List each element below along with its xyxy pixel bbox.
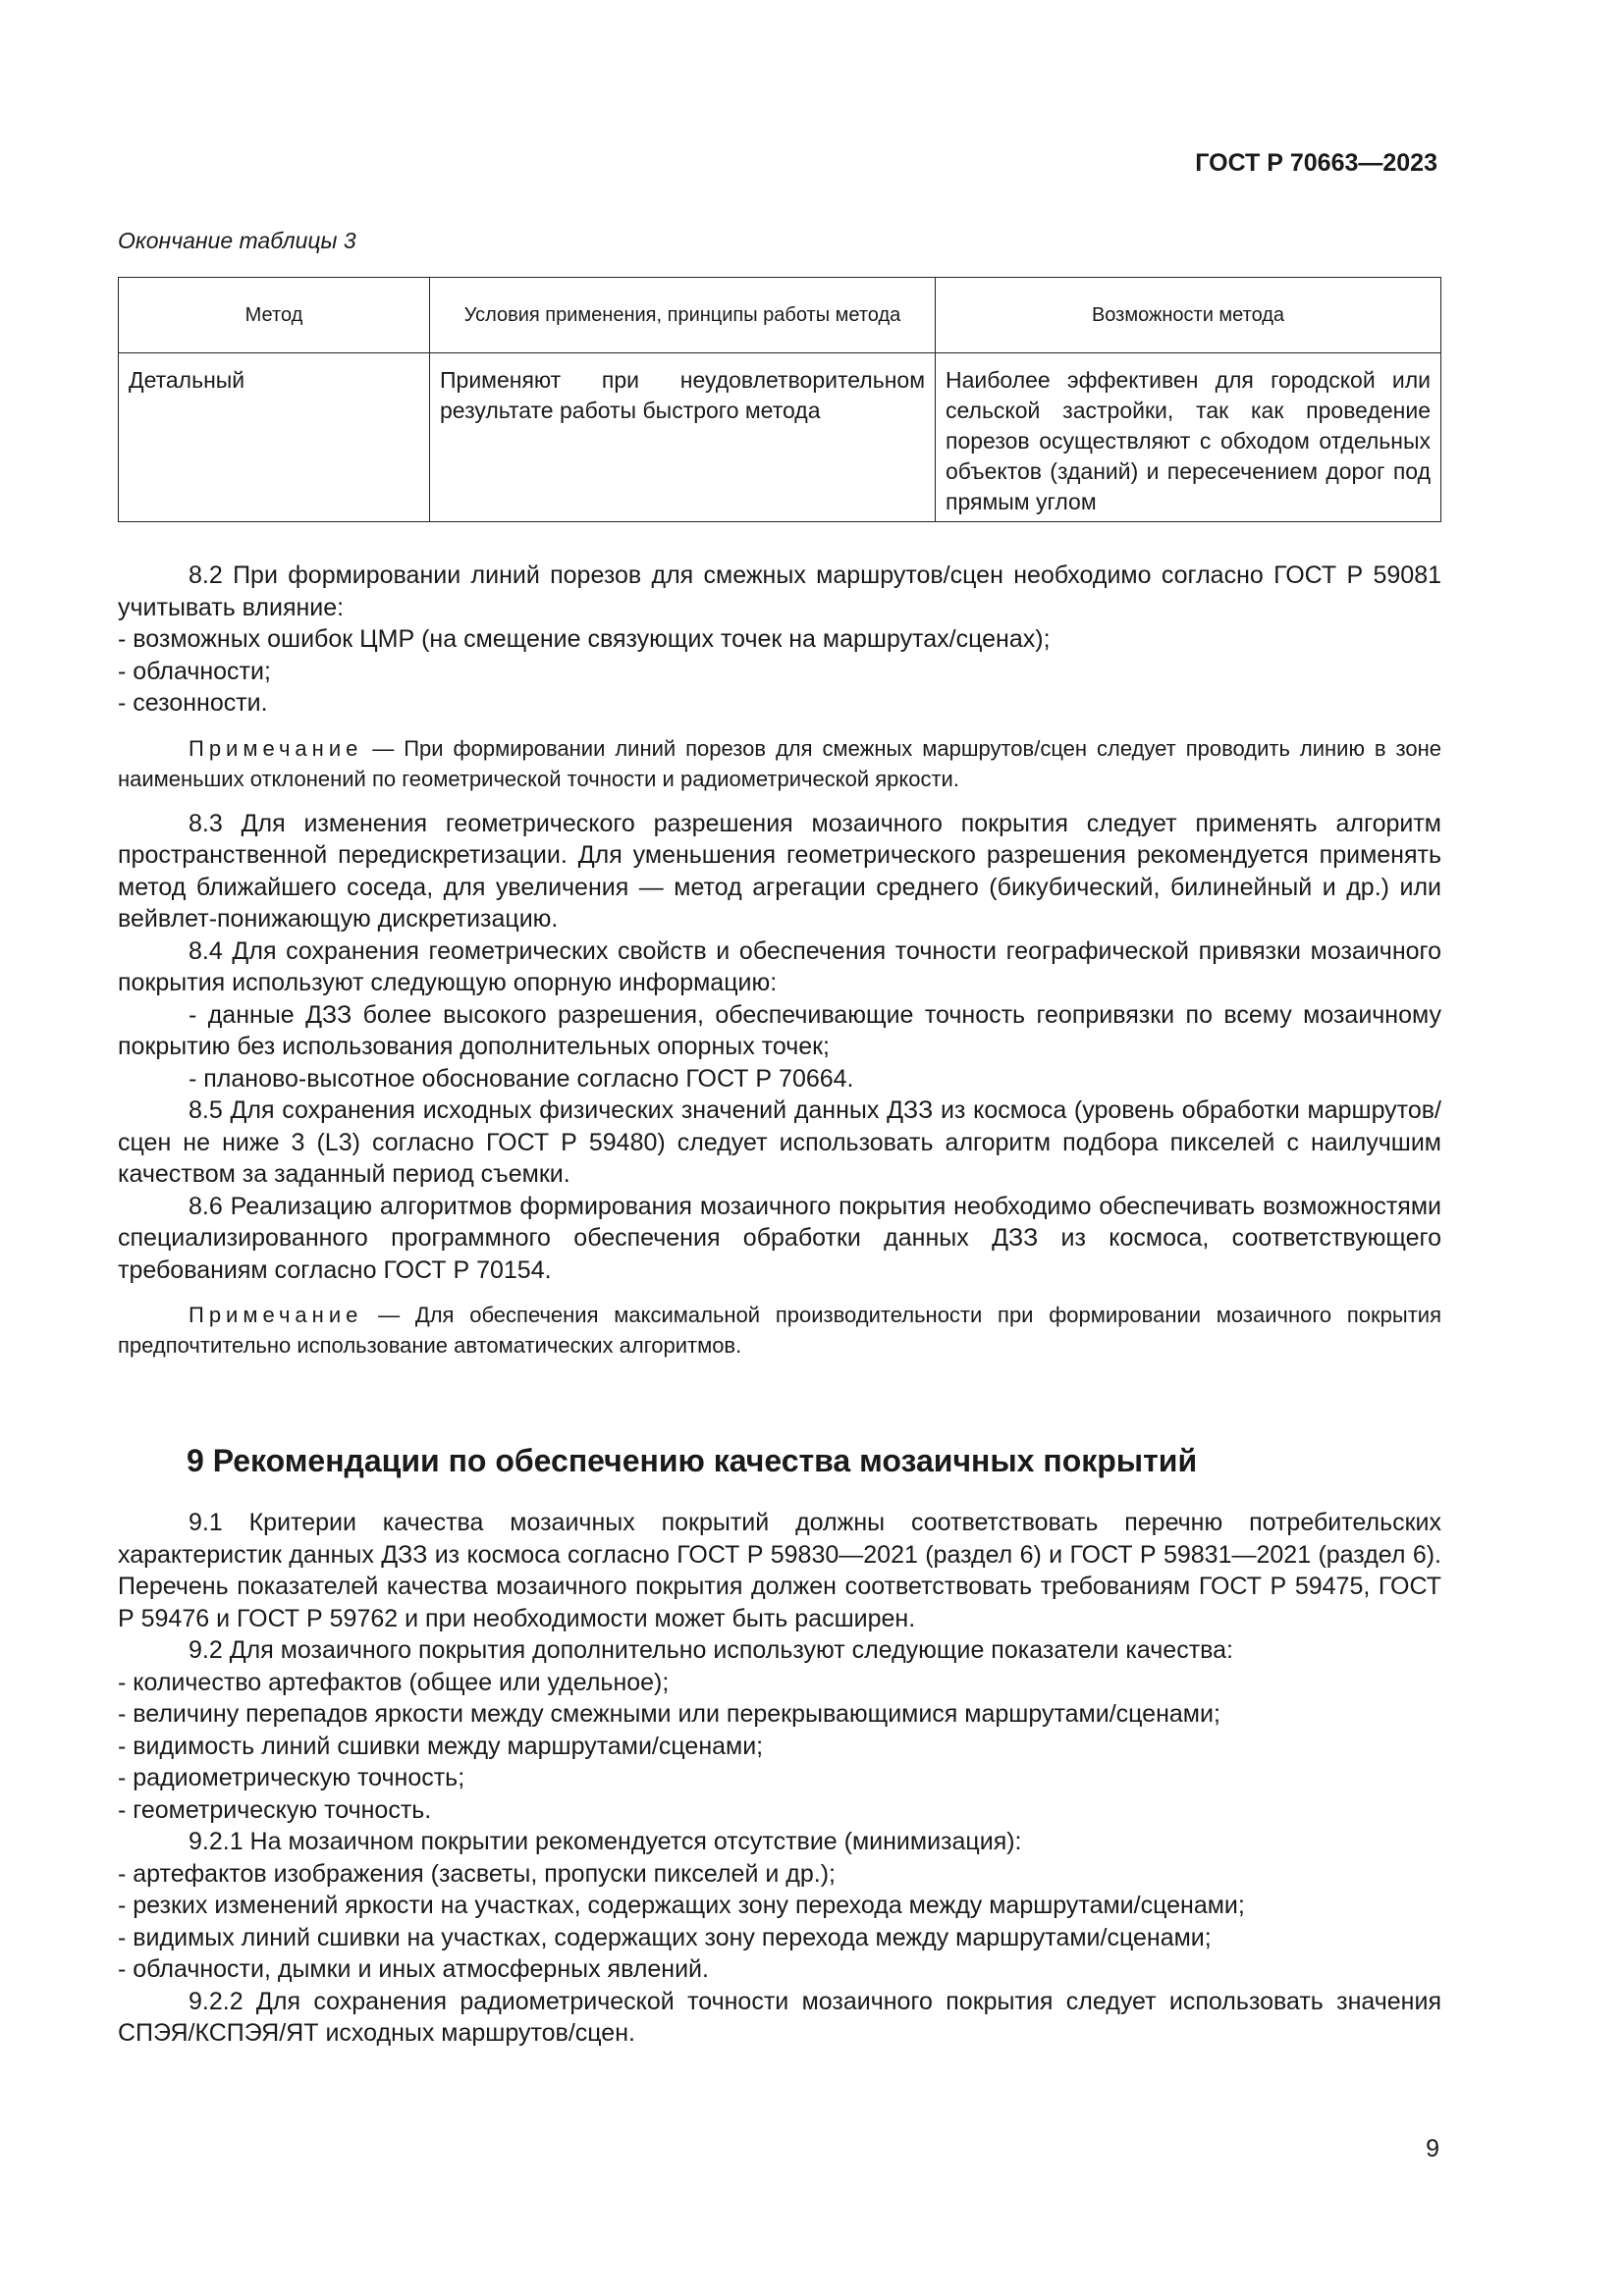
note-label: Примечание [189,735,363,761]
paragraph-9-2: 9.2 Для мозаичного покрытия дополнительно используют следующие показатели качества: [189,1636,1233,1664]
paragraph-8-6: 8.6 Реализацию алгоритмов формирования мозаичного покрытия необходимо обеспечивать возможностями специализированного программного обеспечения обработки данных ДЗЗ из космоса, соответствующего требованиям согласно ГОСТ Р 70154. [118,1192,1441,1284]
table-cell-conditions: Применяют при неудовлетворительном результате работы быстрого метода [430,353,936,522]
list-item: - видимых линий сшивки на участках, содержащих зону перехода между маршрутами/сценами; [118,1923,1212,1951]
column-header-conditions: Условия применения, принципы работы метода [430,278,936,353]
column-header-method: Метод [119,278,430,353]
list-item: - облачности, дымки и иных атмосферных явлений. [118,1955,709,1983]
paragraph-9-2-2: 9.2.2 Для сохранения радиометрической точности мозаичного покрытия следует использовать значения СПЭЯ/КСПЭЯ/ЯТ исходных маршрутов/сцен. [118,1987,1441,2047]
list-item: - видимость линий сшивки между маршрутами/сценами; [118,1732,764,1760]
paragraph-8-5: 8.5 Для сохранения исходных физических значений данных ДЗЗ из космоса (уровень обработки маршрутов/сцен не ниже 3 (L3) согласно ГОСТ Р 59480) следует использовать алгоритм подбора пикселей с наилучшим качеством за заданный период съемки. [118,1096,1441,1188]
note-text: — При формировании линий порезов для смежных маршрутов/сцен следует проводить линию в зоне наименьших отклонений по геометрической точности и радиометрической яркости. [118,735,1441,791]
list-item: - данные ДЗЗ более высокого разрешения, обеспечивающие точность геопривязки по всему мозаичному покрытию без использования дополнительных опорных точек; [118,1000,1441,1060]
note-1 [118,733,1441,794]
paragraph-8-3: 8.3 Для изменения геометрического разрешения мозаичного покрытия следует применять алгоритм пространственной передискретизации. Для уменьшения геометрического разрешения рекомендуется применять метод ближайшего соседа, для увеличения — метод агрегации среднего (бикубический, билинейный и др.) или вейвлет-понижающую дискретизацию. [118,809,1441,933]
list-item: - возможных ошибок ЦМР (на смещение связующих точек на маршрутах/сценах); [118,625,1051,653]
paragraph-9-1: 9.1 Критерии качества мозаичных покрытий должны соответствовать перечню потребительских характеристик данных ДЗЗ из космоса согласно ГОСТ Р 59830—2021 (раздел 6) и ГОСТ Р 59831—2021 (раздел 6). Перечень показателей качества мозаичного покрытия должен соответствовать требованиям ГОСТ Р 59475, ГОСТ Р 59476 и ГОСТ Р 59762 и при необходимости может быть расширен. [118,1509,1441,1632]
list-item: - артефактов изображения (засветы, пропуски пикселей и др.); [118,1859,836,1888]
paragraph-9-2-1: 9.2.1 На мозаичном покрытии рекомендуется отсутствие (минимизация): [189,1828,1022,1855]
paragraph-8-4: 8.4 Для сохранения геометрических свойств и обеспечения точности географической привязки мозаичного покрытия используют следующую опорную информацию: [118,936,1441,996]
table-cell-method: Детальный [119,353,430,522]
list-item: - сезонности. [118,689,268,717]
table-caption: Окончание таблицы 3 [118,228,356,253]
note-label: Примечание [189,1303,363,1327]
paragraph-8-2: 8.2 При формировании линий порезов для смежных маршрутов/сцен необходимо согласно ГОСТ Р 59081 учитывать влияние: [118,561,1441,621]
table-header-row [119,278,1441,353]
section-9-title: 9 Рекомендации по обеспечению качества мозаичных покрытий [187,1443,1198,1478]
page-number: 9 [1426,2135,1439,2163]
list-item: - радиометрическую точность; [118,1764,465,1791]
section-8-body [118,560,1441,1374]
list-item: - облачности; [118,657,271,685]
section-9-body [118,1507,1441,2050]
list-item: - планово-высотное обоснование согласно ГОСТ Р 70664. [189,1064,854,1093]
note-text: — Для обеспечения максимальной производительности при формировании мозаичного покрытия предпочтительно использование автоматических алгоритмов. [118,1303,1441,1358]
document-code: ГОСТ Р 70663—2023 [1195,149,1437,177]
table-cell-capabilities: Наиболее эффективен для городской или сельской застройки, так как проведение порезов осуществляют с обходом отдельных объектов (зданий) и пересечением дорог под прямым углом [936,353,1441,522]
methods-table [118,277,1441,522]
list-item: - величину перепадов яркости между смежными или перекрывающимися маршрутами/сценами; [118,1700,1220,1728]
list-item: - количество артефактов (общее или удельное); [118,1668,670,1696]
column-header-capabilities: Возможности метода [936,278,1441,353]
table-row [119,353,1441,522]
list-item: - резких изменений яркости на участках, содержащих зону перехода между маршрутами/сценами; [118,1892,1245,1919]
note-2 [118,1300,1441,1361]
list-item: - геометрическую точность. [118,1795,432,1824]
